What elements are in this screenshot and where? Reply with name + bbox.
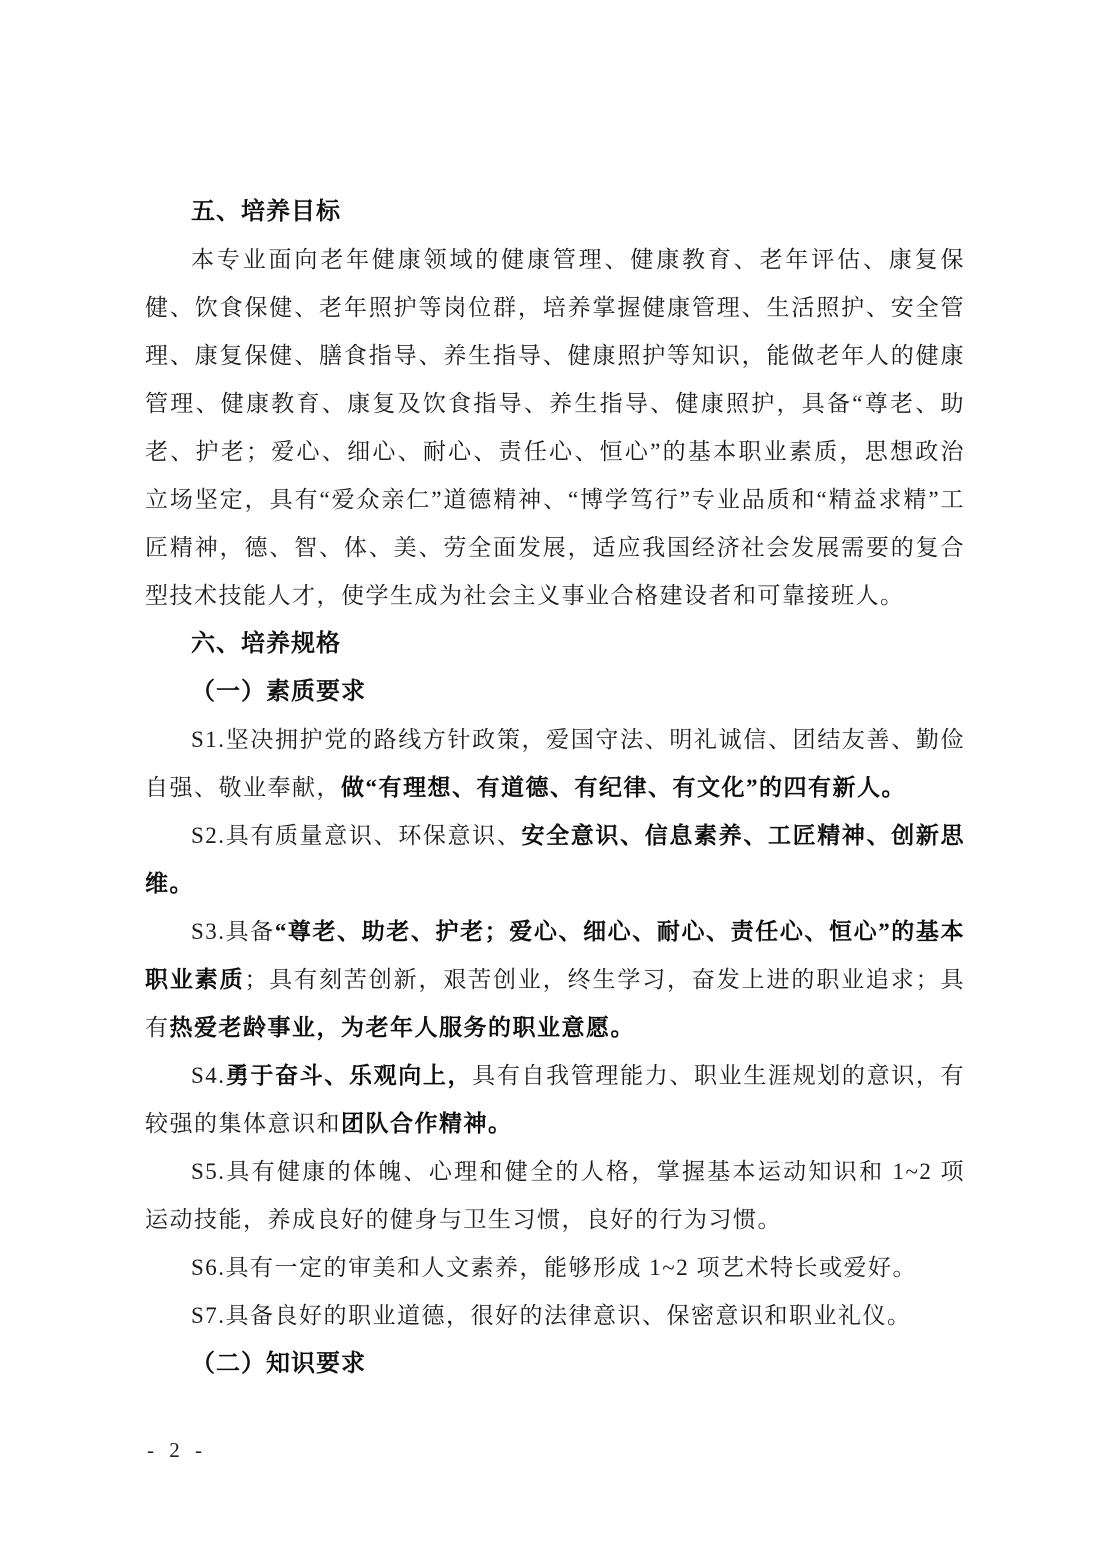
section-heading-training-objectives: 五、培养目标 bbox=[191, 198, 341, 225]
paragraph-s7 bbox=[145, 1292, 965, 1340]
text-run: 具有自我管理能力、职业生涯规划的意识，有较强的集体意识和 bbox=[145, 1063, 966, 1136]
text-run: S3.具备 bbox=[191, 919, 275, 944]
text-run: S4. bbox=[191, 1063, 226, 1088]
document-body bbox=[145, 188, 965, 1388]
paragraph-s3 bbox=[145, 908, 965, 1052]
text-run: 热爱老龄事业，为老年人服务的职业意愿。 bbox=[169, 1015, 635, 1040]
section-heading-training-specifications: 六、培养规格 bbox=[191, 630, 341, 657]
text-run: 做“有理想、有道德、有纪律、有文化”的四有新人。 bbox=[341, 775, 906, 800]
paragraph-training-objectives bbox=[145, 236, 965, 620]
subsection-heading-knowledge-requirements: （二）知识要求 bbox=[191, 1351, 366, 1377]
text-run: 安全意识、信息素养、工匠精神、创新思维。 bbox=[145, 823, 966, 896]
paragraph-s6 bbox=[145, 1244, 965, 1292]
paragraph-s1 bbox=[145, 716, 965, 812]
text-run: S2.具有质量意识、环保意识、 bbox=[191, 823, 522, 848]
text-run: “尊老、助老、护老；爱心、细心、耐心、责任心、恒心”的基本职业 bbox=[145, 919, 965, 992]
text-run: 勇于奋斗、乐观向上， bbox=[225, 1063, 473, 1088]
text-run: S5.具有健康的体魄、心理和健全的人格，掌握基本运动知识和 1~2 项运动技能，养成良好的健身与卫生习惯，良好的行为习惯。 bbox=[145, 1159, 965, 1232]
text-run: 素质 bbox=[194, 967, 245, 992]
text-run: 本专业面向老年健康领域的健康管理、健康教育、老年评估、康复保健、饮食保健、老年照护等岗位群，培养掌握健康管理、生活照护、安全管理、康复保健、膳食指导、养生指导、健康照护等知识，能做老年人的健康管理、健康教育、康复及饮食指导、养生指导、健康照护，具备“尊老、助老、护老；爱心、细心、耐心、责任心、恒心”的基本职业素质，思想政治立场坚定，具有“爱众亲仁”道德精神、“博学笃行”专业品质和“精益求精”工匠精神，德、智、体、美、劳全面发展，适应我国经济社会发展需要的复合型技术技能人才，使学生成为社会主义事业合格建设者和可靠接班人。 bbox=[145, 247, 965, 608]
paragraph-s2 bbox=[145, 812, 965, 908]
text-run: 团队合作精神。 bbox=[341, 1111, 513, 1136]
text-run: S6.具有一定的审美和人文素养，能够形成 1~2 项艺术特长或爱好。 bbox=[191, 1255, 917, 1280]
subsection-heading-quality-requirements: （一）素质要求 bbox=[191, 679, 366, 705]
text-run: S7.具备良好的职业道德，很好的法律意识、保密意识和职业礼仪。 bbox=[191, 1303, 912, 1328]
paragraph-s5 bbox=[145, 1148, 965, 1244]
text-run: S1.坚决拥护党的路线方针政策，爱国守法、明礼诚信、团结友善、勤俭自强、敬业奉献， bbox=[145, 727, 965, 800]
page-number: - 2 - bbox=[147, 1438, 207, 1462]
paragraph-s4 bbox=[145, 1052, 965, 1148]
text-run: ；具有刻苦创新，艰苦创业，终生学习，奋发上进的职业追求；具有 bbox=[145, 967, 965, 1040]
